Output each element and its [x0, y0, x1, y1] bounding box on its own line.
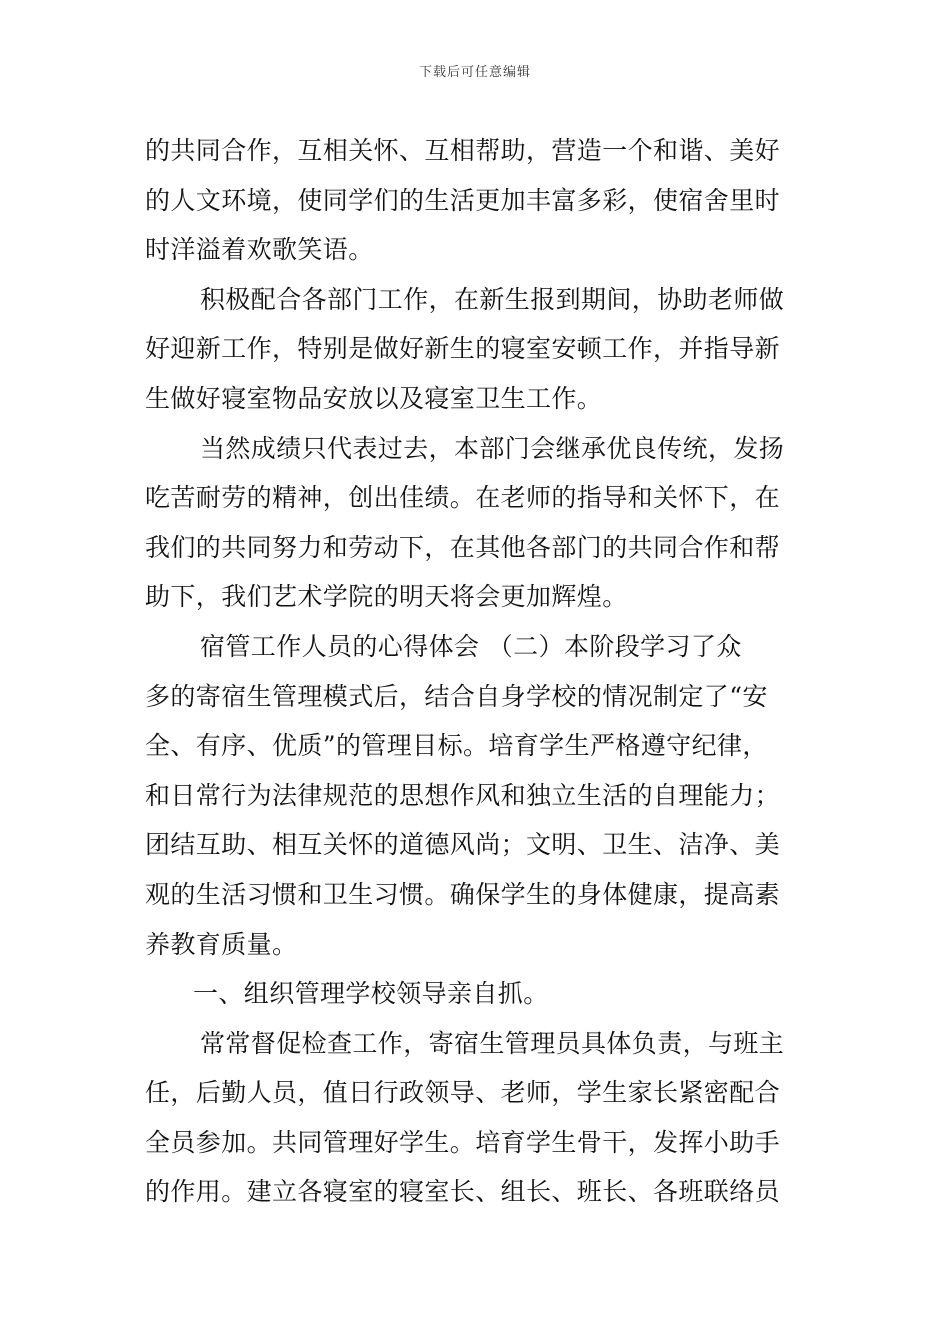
text-fragment: 本阶段学习了众: [563, 631, 742, 661]
text-line: 我们的共同努力和劳动下，在其他各部门的共同合作和帮: [145, 532, 781, 562]
text-line: 多的寄宿生管理模式后，结合自身学校的情况制定了“安: [145, 681, 768, 711]
section-heading-line: [145, 622, 815, 672]
text-line: 养教育质量。: [145, 929, 298, 959]
text-line: 生做好寝室物品安放以及寝室卫生工作。: [145, 383, 603, 413]
text-line: 当然成绩只代表过去，本部门会继承优良传统，发扬: [200, 433, 785, 463]
section-heading: 宿管工作人员的心得体会 （二）: [200, 631, 564, 661]
text-line: 团结互助、相互关怀的道德风尚；文明、卫生、洁净、美: [145, 830, 781, 860]
text-line: 的共同合作，互相关怀、互相帮助，营造一个和谐、美好: [145, 136, 781, 165]
text-line: 常常督促检查工作，寄宿生管理员具体负责，与班主: [200, 1028, 785, 1058]
subsection-heading: 一、组织管理学校领导亲自抓。: [193, 979, 549, 1009]
text-line: 助下，我们艺术学院的明天将会更加辉煌。: [145, 582, 628, 612]
page-header: 下载后可任意编辑: [418, 65, 531, 80]
text-line: 任，后勤人员，值日行政领导、老师，学生家长紧密配合: [145, 1078, 781, 1108]
text-line: 的人文环境，使同学们的生活更加丰富多彩，使宿舍里时: [145, 185, 781, 215]
text-line: 和日常行为法律规范的思想作风和独立生活的自理能力；: [145, 780, 781, 810]
text-line: 全、有序、优质”的管理目标。培育学生严格遵守纪律，: [145, 731, 768, 761]
text-line: 时洋溢着欢歌笑语。: [145, 235, 374, 265]
text-line: 积极配合各部门工作，在新生报到期间，协助老师做: [200, 284, 785, 314]
text-line: 好迎新工作，特别是做好新生的寝室安顿工作，并指导新: [145, 334, 781, 364]
text-line: 观的生活习惯和卫生习惯。确保学生的身体健康，提高素: [145, 879, 781, 909]
text-line: 吃苦耐劳的精神，创出佳绩。在老师的指导和关怀下，在: [145, 483, 781, 513]
text-line: 的作用。建立各寝室的寝室长、组长、班长、各班联络员: [145, 1177, 781, 1207]
document-body: [145, 126, 815, 1217]
text-line: 全员参加。共同管理好学生。培育学生骨干，发挥小助手: [145, 1127, 781, 1157]
